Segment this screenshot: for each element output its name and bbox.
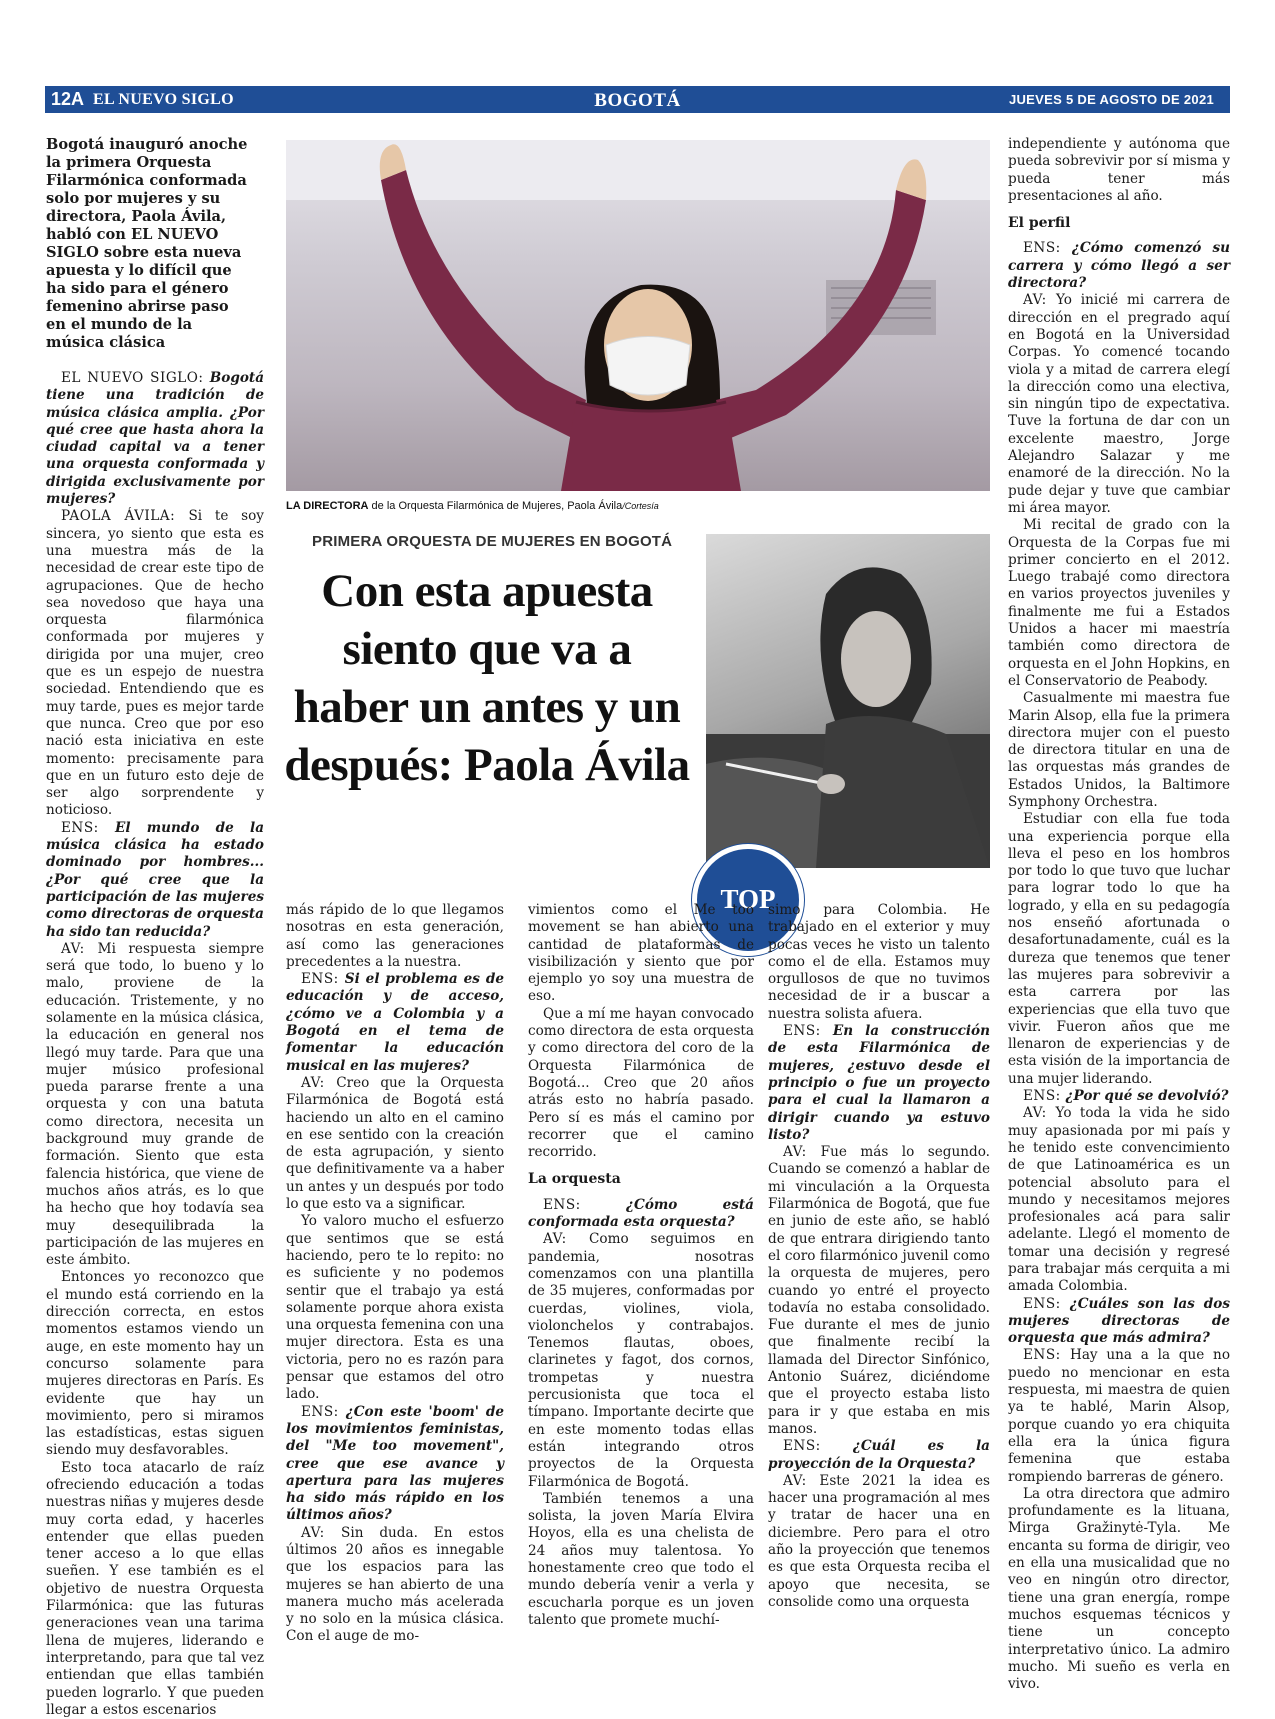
answer-paragraph — [1008, 517, 1230, 690]
question-text: Bogotá tiene una tradición de música clásica amplia. ¿Por qué cree que hasta ahora la ciudad capital va a tener una orquesta conformada y dirigida exclusivamente por mujeres? — [46, 370, 264, 508]
answer-paragraph — [1008, 292, 1230, 517]
speaker-label: AV: — [783, 1144, 821, 1161]
answer-paragraph — [1008, 690, 1230, 811]
article-headline: Con esta apuesta siento que va a haber un antes y un después: Paola Ávila — [284, 565, 690, 791]
speaker-label: AV: — [61, 940, 98, 957]
question-paragraph — [46, 820, 264, 941]
answer-text: La otra directora que admiro profundamente es la lituana, Mirga Gražinytė-Tyla. Me encanta su forma de dirigir, veo en ella una musicalidad que no veo en ningún otro director, tiene una gran energía, rompe muchos esquemas técnicos y tiene un concepto interpretativo único. La admiro mucho. Mi sueño es verla en vivo. — [1008, 1485, 1230, 1693]
caption-text: de la Orquesta Filarmónica de Mujeres, Paola Ávila — [368, 500, 623, 512]
question-paragraph — [46, 370, 264, 508]
speaker-label: EL NUEVO SIGLO: — [61, 370, 210, 386]
answer-text: simo para Colombia. He trabajado en el exterior y muy pocas veces he visto un talento como el de ella. Estamos muy orgullosos de que no tuvimos necesidad de ir a buscar a nuestra solista afuera. — [768, 902, 990, 1022]
answer-text: Creo que la Orquesta Filarmónica de Bogotá está haciendo un alto en el camino en ese sentido con la creación de esta agrupación, y siento que definitivamente va a haber un antes y un después por todo lo que esto va a significar. — [286, 1074, 504, 1213]
answer-paragraph — [528, 1006, 754, 1162]
answer-text: También tenemos a una solista, la joven María Elvira Hoyos, ella es una chelista de 24 años muy talentosa. Yo honestamente creo que todo el mundo debería venir a verla y escucharla porque es un joven talento que promete muchí- — [528, 1490, 754, 1628]
publication-name[interactable]: EL NUEVO SIGLO — [93, 91, 234, 108]
speaker-label: ENS: — [1023, 1295, 1070, 1312]
speaker-label: AV: — [301, 1524, 342, 1541]
answer-text: Estudiar con ella fue toda una experiencia porque ella lleva el peso en los hombros por todo lo que tuvo que luchar para lograr todo lo que ha logrado, y ella en su pedagogía nos enseñó afortunada o desafortunadamente, cuál es la dureza que tenemos que tener las mujeres para sobrevivir a esta carrera por las experiencias que ella tuvo que vivir. Fueron años que me llenaron de experiencias y de esta visión de la importancia de una mujer liderando. — [1008, 811, 1230, 1087]
caption-lead: LA DIRECTORA — [286, 500, 369, 512]
conducting-photo — [706, 534, 990, 868]
speaker-label: ENS: — [1023, 1347, 1070, 1364]
question-text: ¿Cuáles son las dos mujeres directoras de orquesta que más admira? — [1008, 1295, 1230, 1347]
answer-paragraph — [286, 1075, 504, 1213]
speaker-label: ENS: — [301, 1403, 346, 1420]
answer-text: Mi respuesta siempre será que todo, lo bueno y lo malo, proviene de la educación. Tristemente, y no solamente en la música clásica, la educación en general nos llegó muy tarde. Para que una mujer músico profesional pueda pararse frente a una orquesta y con una batuta como directora, necesita un background muy grande de formación. Siento que esta falencia histórica, que viene de muchos años atrás, es lo que ha hecho que hoy todavía sea muy desequilibrada la participación de las mujeres en este ámbito. — [46, 940, 264, 1269]
answer-paragraph — [1008, 811, 1230, 1088]
answer-text: vimientos como el Me too movement se han abierto una cantidad de plataformas de visibilización y siento que por ejemplo yo soy una muestra de eso. — [528, 902, 754, 1005]
column-body — [46, 370, 264, 1719]
page-number: 12A — [51, 89, 85, 109]
speaker-label: AV: — [783, 1472, 820, 1489]
answer-text: Entonces yo reconozco que el mundo está corriendo en la dirección correcta, en estos momentos estamos viendo un auge, en este momento hay un concurso solamente para mujeres directoras en París. Es evidente que hay un movimiento, pero si miramos las estadísticas, estas siguen siendo muy desfavorables. — [46, 1269, 264, 1459]
column-body — [286, 902, 504, 1646]
answer-text: Hay una a la que no puedo no mencionar en esta respuesta, mi maestra de quien ya te hablé, Marin Alsop, porque cuando yo era chiquita ella era la única figura femenina que estaba rompiendo barreras de género. — [1008, 1347, 1230, 1485]
answer-paragraph — [46, 508, 264, 819]
director-illustration — [286, 140, 990, 491]
answer-text: Fue más lo segundo. Cuando se comenzó a hablar de mi vinculación a la Orquesta Filarmónica de Bogotá, que fue en junio de este año, se habló de que entrara dirigiendo tanto el coro filarmónico juvenil como la orquesta de mujeres, pero cuando yo entré el proyecto todavía no estaba consolidado. Fue durante el mes de junio que finalmente recibí la llamada del Director Sinfónico, Antonio Suárez, diciéndome que el proyecto estaba listo para ir y que estaba en mis manos. — [768, 1144, 990, 1437]
answer-paragraph — [1008, 136, 1230, 205]
answer-text: más rápido de lo que llegamos nosotras en esta generación, así como las generaciones precedentes a la nuestra. — [286, 902, 504, 970]
speaker-label: AV: — [301, 1074, 337, 1091]
question-text: ¿Por qué se devolvió? — [1065, 1088, 1229, 1105]
answer-paragraph — [46, 1460, 264, 1719]
article-kicker: PRIMERA ORQUESTA DE MUJERES EN BOGOTÁ — [312, 533, 673, 550]
answer-text: Como seguimos en pandemia, nosotras comenzamos con una plantilla de 35 mujeres, conformadas por cuerdas, violines, viola, violonchelos y contrabajos. Tenemos flautas, oboes, clarinetes y fagot, dos cornos, trompetas y nuestra percusionista que toca el tímpano. Importante decirte que en este momento todas ellas están integrando otros proyectos de la Orquesta Filarmónica de Bogotá. — [528, 1231, 754, 1490]
photo-caption — [286, 500, 659, 512]
question-text: En la construcción de esta Filarmónica de mujeres, ¿estuvo desde el principio o fue un proyecto para el cual la llamaron a dirigir cuando ya estuvo listo? — [768, 1023, 991, 1143]
answer-paragraph — [286, 1213, 504, 1403]
answer-text: Si te soy sincera, yo siento que esta es una muestra más de la necesidad de crear este tipo de agrupaciones. Que de hecho sea novedoso que haya una orquesta filarmónica conformada por mujeres y dirigida por una mujer, creo que es un espejo de nuestra sociedad. Entendiendo que es muy tarde, pues es mejor tarde que nunca. Creo que por eso nació esta iniciativa en este momento: precisamente para que en un futuro esto deje de ser algo sorprendente y noticioso. — [46, 508, 264, 819]
question-text: El mundo de la música clásica ha estado dominado por hombres... ¿Por qué cree que la participación de las mujeres como directoras de orquesta ha sido tan reducida? — [46, 819, 265, 940]
answer-text: Casualmente mi maestra fue Marin Alsop, ella fue la primera directora mujer con el puesto de directora titular en una de las orquestas más grandes de Estados Unidos, la Baltimore Symphony Orchestra. — [1008, 690, 1230, 810]
answer-paragraph — [1008, 1347, 1230, 1485]
answer-paragraph — [1008, 1486, 1230, 1694]
article-column-1 — [46, 136, 264, 1719]
article-column-3 — [528, 902, 754, 1629]
column-body — [1008, 136, 1230, 1693]
answer-text: independiente y autónoma que pueda sobrevivir por sí misma y pueda tener más presentaciones al año. — [1008, 136, 1230, 204]
photo-credit: /Cortesía — [622, 501, 659, 511]
answer-paragraph — [46, 1269, 264, 1459]
answer-text: Que a mí me hayan convocado como directora de esta orquesta y como directora del coro de la Orquesta Filarmónica de Bogotá... Creo que 20 años atrás esto no habría pasado. Pero sí es más el camino por recorrer que el camino recorrido. — [528, 1005, 754, 1161]
question-paragraph — [286, 971, 504, 1075]
article-column-2 — [286, 902, 504, 1646]
question-paragraph — [528, 1197, 754, 1232]
question-paragraph — [1008, 1296, 1230, 1348]
article-lead: Bogotá inauguró anoche la primera Orquesta Filarmónica conformada solo por mujeres y su directora, Paola Ávila, habló con EL NUEVO SIGLO sobre esta nueva apuesta y lo difícil que ha sido para el género femenino abrirse paso en el mundo de la música clásica — [46, 136, 248, 351]
answer-paragraph — [768, 902, 990, 1023]
speaker-label: AV: — [1023, 292, 1056, 309]
question-paragraph — [1008, 240, 1230, 292]
speaker-label: ENS: — [1023, 1088, 1066, 1105]
answer-text: Sin duda. En estos últimos 20 años es innegable que los espacios para las mujeres se han abierto de una manera mucho más acelerada y no solo en la música clásica. Con el auge de mo- — [286, 1524, 504, 1645]
answer-text: Yo toda la vida he sido muy apasionada por mi país y he tenido este convencimiento de que Latinoamérica es un potencial absoluto para el mundo y necesitamos mejores profesionales acá para salir adelante. Llegó el momento de tomar una decisión y regresé para trabajar más cerquita a mi amada Colombia. — [1008, 1105, 1230, 1295]
speaker-label: AV: — [543, 1231, 589, 1248]
question-paragraph — [286, 1404, 504, 1525]
answer-paragraph — [528, 1231, 754, 1490]
speaker-label: PAOLA ÁVILA: — [61, 508, 189, 525]
answer-text: Este 2021 la idea es hacer una programación al mes y tratar de hacer una en diciembre. Pero para el otro año la proyección que tenemos es que esta Orquesta reciba el apoyo que necesita, se consolide como una orquesta — [768, 1472, 990, 1610]
speaker-label: ENS: — [301, 971, 345, 988]
question-text: ¿Cómo está conformada esta orquesta? — [528, 1196, 754, 1231]
answer-paragraph — [1008, 1105, 1230, 1295]
answer-text: Yo inicié mi carrera de dirección en el pregrado aquí en Bogotá en la Universidad Corpas. Yo comencé tocando viola y a mitad de carrera elegí la dirección como una electiva, sin ningún tipo de expectativa. Tuve la fortuna de dar con un excelente maestro, Jorge Alejandro Salazar y me enamoré de la dirección. No la pude dejar y tuve que cambiar mi área mayor. — [1008, 292, 1230, 516]
issue-date: JUEVES 5 DE AGOSTO DE 2021 — [1008, 92, 1214, 107]
speaker-label: ENS: — [783, 1438, 853, 1455]
answer-paragraph — [528, 902, 754, 1006]
answer-text: Mi recital de grado con la Orquesta de la Corpas fue mi primer concierto en el 2012. Luego trabajé como directora en varios proyectos juveniles y finalmente me fui a Estados Unidos a hacer mi maestría también como directora de orquesta en el John Hopkins, en el Conservatorio de Peabody. — [1008, 517, 1230, 689]
column-body — [768, 902, 990, 1611]
conductor-illustration — [706, 534, 990, 868]
question-paragraph — [1008, 1088, 1230, 1105]
column-body — [528, 902, 754, 1629]
answer-paragraph — [46, 941, 264, 1270]
speaker-label: ENS: — [1023, 240, 1072, 257]
answer-paragraph — [286, 1525, 504, 1646]
question-text: ¿Cuál es la proyección de la Orquesta? — [768, 1438, 990, 1472]
speaker-label: ENS: — [61, 819, 116, 836]
article-column-5 — [1008, 136, 1230, 1693]
answer-paragraph — [286, 902, 504, 971]
answer-paragraph — [768, 1144, 990, 1438]
question-text: Si el problema es de educación y de acceso, ¿cómo ve a Colombia y a Bogotá en el tema de fomentar la educación musical en las mujeres? — [286, 971, 504, 1074]
answer-text: Esto toca atacarlo de raíz ofreciendo educación a todas nuestras niñas y mujeres desde muy corta edad, y hacerles entender que ellas pueden tener acceso a lo que ellas sueñen. Y ese también es el objetivo de nuestra Orquesta Filarmónica: que las futuras generaciones vean una tarima llena de mujeres, liderando e interpretando, para que tal vez entiendan que ellas también pueden lograrlo. Y que pueden llegar a estos escenarios — [46, 1459, 264, 1718]
question-text: ¿Con este 'boom' de los movimientos feministas, del "Me too movement", cree que ese avance y apertura para las mujeres ha sido más rápido en los últimos años? — [286, 1403, 504, 1524]
speaker-label: ENS: — [543, 1196, 627, 1213]
answer-text: Yo valoro mucho el esfuerzo que sentimos que se está haciendo, pero te lo repito: no es suficiente y no podemos sentir que el trabajo ya está solamente porque ahora exista una orquesta femenina con una mujer directora. Esta es una victoria, pero no es razón para pensar que estamos del otro lado. — [286, 1213, 504, 1403]
article-column-4 — [768, 902, 990, 1611]
top-badge: TOP — [692, 844, 804, 956]
answer-paragraph — [768, 1473, 990, 1611]
speaker-label: AV: — [1023, 1105, 1056, 1122]
speaker-label: ENS: — [783, 1023, 833, 1040]
answer-paragraph — [528, 1491, 754, 1629]
question-text: ¿Cómo comenzó su carrera y cómo llegó a ser directora? — [1008, 240, 1230, 292]
page-header — [45, 86, 1230, 113]
section-name: BOGOTÁ — [594, 90, 681, 111]
director-photo — [286, 140, 990, 491]
subheading: El perfil — [1008, 215, 1071, 232]
question-paragraph — [768, 1023, 990, 1144]
subheading: La orquesta — [528, 1171, 621, 1188]
question-paragraph — [768, 1438, 990, 1473]
